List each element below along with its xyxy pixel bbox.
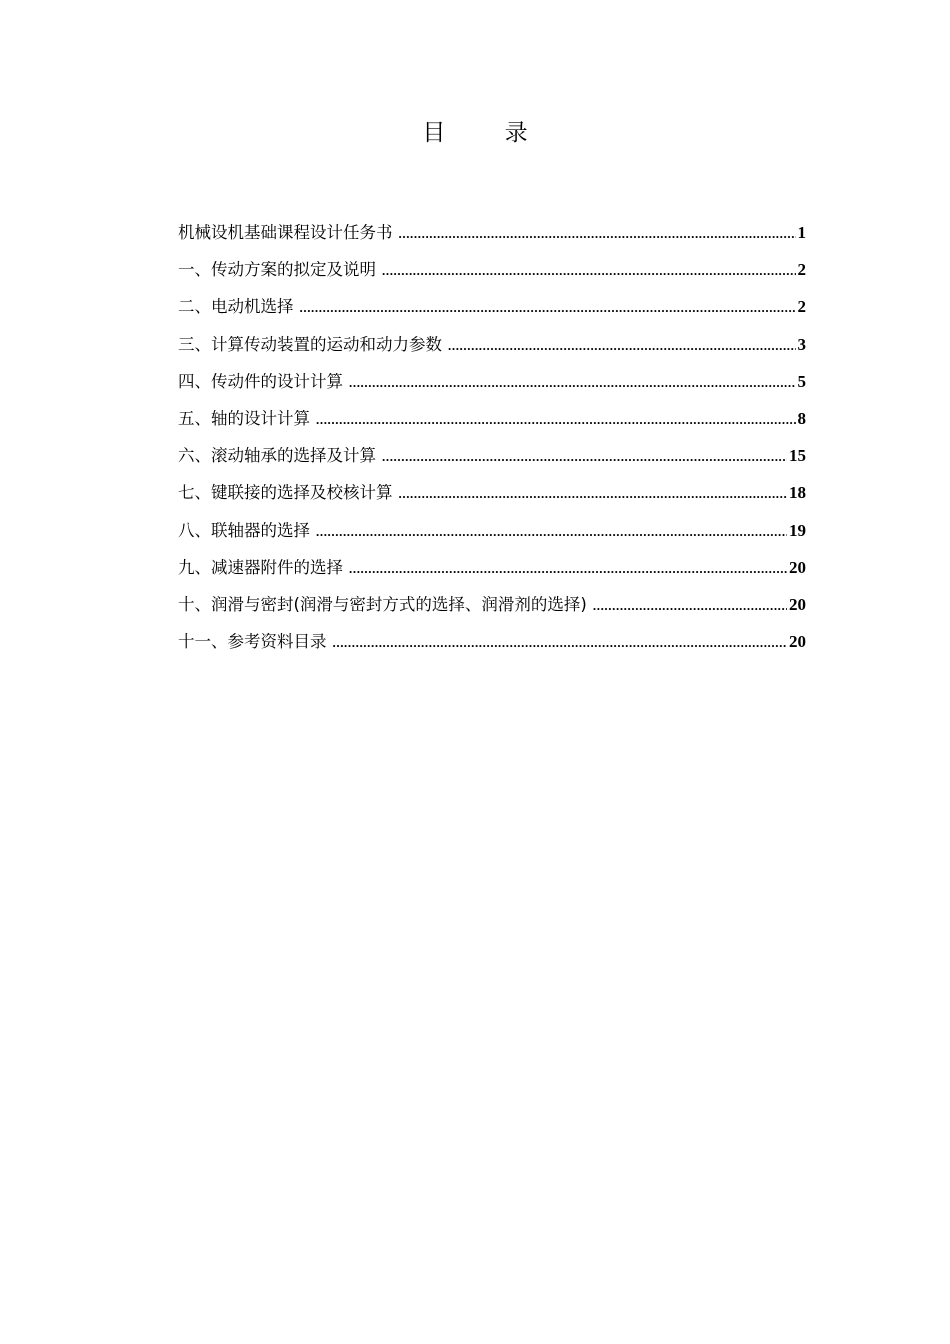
toc-entry-transmission-parts[interactable] [178,367,806,404]
table-of-contents [178,218,806,664]
toc-entry-label: 机械设机基础课程设计任务书 [178,223,393,242]
toc-entry-label: 六、滚动轴承的选择及计算 [178,446,376,466]
toc-entry-page-number: 19 [789,520,806,540]
toc-entry-task-book[interactable] [178,218,806,255]
toc-entry-page-number: 5 [797,371,806,391]
toc-entry-label: 三、计算传动装置的运动和动力参数 [178,334,442,354]
toc-entry-page-number: 15 [789,446,806,466]
toc-entry-label: 十一、参考资料目录 [178,632,327,652]
toc-entry-transmission-scheme[interactable] [178,255,806,292]
toc-entry-label: 十、润滑与密封(润滑与密封方式的选择、润滑剂的选择) [178,594,587,614]
toc-entry-page-number: 3 [797,334,806,354]
toc-entry-label: 一、传动方案的拟定及说明 [178,260,376,280]
toc-dot-leader [300,293,796,323]
toc-entry-page-number: 20 [789,632,806,652]
toc-entry-page-number: 8 [797,408,806,428]
toc-dot-leader [316,405,796,435]
toc-dot-leader [349,368,796,398]
toc-dot-leader [448,331,796,361]
page-title: 目 录 [422,120,554,146]
toc-entry-page-number: 2 [797,297,806,317]
toc-entry-label: 七、键联接的选择及校核计算 [178,483,393,503]
toc-entry-lubrication-sealing[interactable] [178,590,806,627]
toc-entry-key-connection[interactable] [178,478,806,515]
toc-entry-page-number: 20 [789,594,806,614]
toc-entry-label: 九、减速器附件的选择 [178,557,343,577]
toc-entry-references[interactable] [178,627,806,664]
toc-dot-leader [399,219,796,249]
toc-entry-motor-selection[interactable] [178,292,806,329]
toc-entry-page-number: 20 [789,557,806,577]
toc-entry-page-number: 18 [789,483,806,503]
toc-entry-bearing-selection[interactable] [178,441,806,478]
toc-entry-label: 八、联轴器的选择 [178,520,310,540]
toc-entry-shaft-design[interactable] [178,404,806,441]
toc-entry-label: 四、传动件的设计计算 [178,371,343,391]
toc-dot-leader [382,256,796,286]
toc-entry-page-number: 1 [797,223,806,242]
toc-dot-leader [399,479,788,509]
toc-entry-page-number: 2 [797,260,806,280]
toc-entry-coupling-selection[interactable] [178,516,806,553]
toc-dot-leader [593,591,787,621]
toc-entry-kinematic-parameters[interactable] [178,330,806,367]
toc-entry-reducer-accessories[interactable] [178,553,806,590]
toc-entry-label: 二、电动机选择 [178,297,294,317]
toc-dot-leader [316,517,787,547]
toc-dot-leader [349,554,787,584]
toc-entry-label: 五、轴的设计计算 [178,408,310,428]
toc-dot-leader [382,442,787,472]
toc-dot-leader [333,628,788,658]
